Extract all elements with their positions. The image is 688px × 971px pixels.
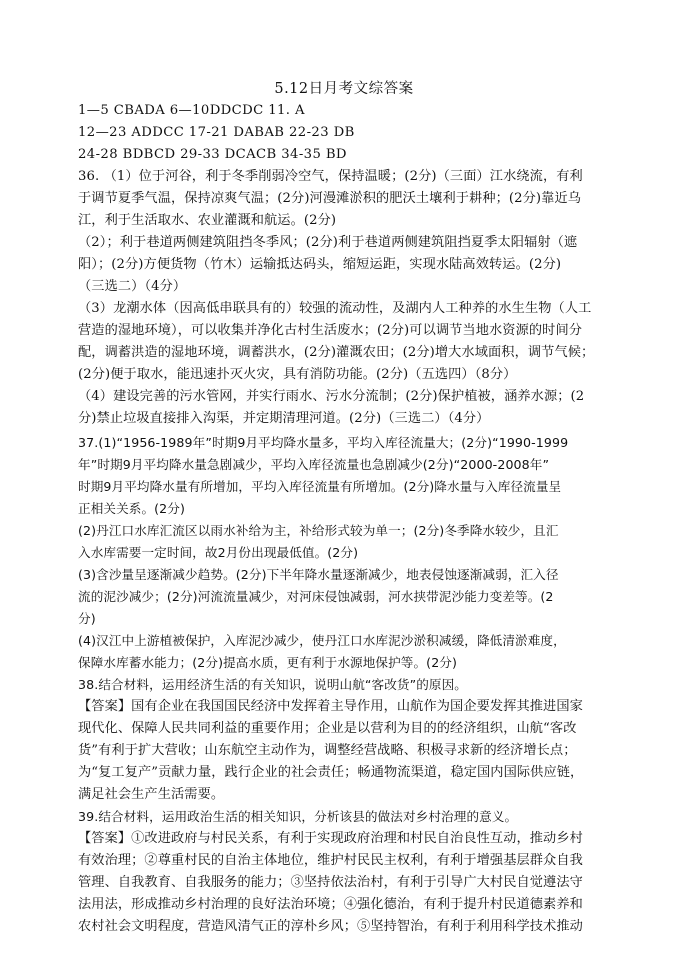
text-line: 【答案】国有企业在我国国民经济中发挥着主导作用，山航作为国企要发挥其推进国家 (78, 699, 583, 714)
text-line: 法用法，形成推动乡村治理的良好法治环境；④强化德治，有利于提升村民道德素养和 (78, 897, 583, 912)
text-line: (2)丹江口水库汇流区以雨水补给为主，补给形式较为单一；(2分)冬季降水较少，且汇 (78, 523, 559, 538)
text-line: 管理、自我教育、自我服务的能力；③坚持依法治村，有利于引导广大村民自觉遵法守 (78, 875, 583, 890)
text-line: 【答案】①改进政府与村民关系，有利于实现政府治理和村民自治良性互动，推动乡村 (78, 831, 583, 846)
text-line: （3）龙潮水体（因高低串联具有的）较强的流动性，及湖内人工种养的水生生物（人工 (78, 301, 592, 316)
text-line: 有效治理；②尊重村民的自治主体地位，维护村民民主权利，有利于增强基层群众自我 (78, 853, 583, 868)
page-title: 5.12日月考文综答案 (274, 81, 414, 97)
text-line: （2）；利于巷道两侧建筑阻挡冬季风；(2分)利于巷道两侧建筑阻挡夏季太阳辐射（遮 (78, 235, 578, 250)
answer-key-line-3: 24-28 BDBCD 29-33 DCACB 34-35 BD (78, 147, 347, 162)
text-line: 农村社会文明程度，营造风清气正的淳朴乡风；⑤坚持智治，有利于利用科学技术推动 (78, 919, 583, 934)
text-line: 满足社会生产生活需要。 (78, 787, 225, 802)
text-line: 现代化、保障人民共同利益的重要作用；企业是以营利为目的的经济组织，山航“客改 (78, 721, 577, 736)
text-line: 时期9月平均降水量有所增加，平均入库径流量有所增加。(2分)降水量与入库径流量呈 (78, 479, 562, 494)
text-line: 保障水库蓄水能力；(2分)提高水质，更有利于水源地保护等。(2分) (78, 655, 458, 670)
text-line: 营造的湿地环境），可以收集并净化古村生活废水；(2分)可以调节当地水资源的时间分 (78, 323, 583, 338)
text-line: （三选二）（4分） (78, 279, 187, 294)
text-line: 流的泥沙减少；(2分)河流流量减少，对河床侵蚀减弱，河水挟带泥沙能力变差等。(2 (78, 589, 554, 604)
text-line: 入水库需要一定时间，故2月份出现最低值。(2分) (78, 545, 359, 560)
text-line: 37.(1)“1956-1989年”时期9月平均降水量多，平均入库径流量大；(2分)“1990-1999 (78, 435, 569, 450)
text-line: (3)含沙量呈逐渐减少趋势。(2分)下半年降水量逐渐减少，地表侵蚀逐渐减弱，汇入径 (78, 567, 559, 582)
text-line: 配，调蓄洪造的湿地环境，调蓄洪水，(2分)灌溉农田；(2分)增大水域面积，调节气候； (78, 345, 595, 360)
text-line: （4）建设完善的污水管网，并实行雨水、污水分流制；(2分)保护植被，涵养水源；(2 (78, 389, 585, 404)
question-39: 39.结合材料，运用政治生活的相关知识，分析该县的做法对乡村治理的意义。 (78, 809, 518, 824)
text-line: (4)汉江中上游植被保护，入库泥沙减少，使丹江口水库泥沙淤积减缓，降低清淤难度， (78, 633, 566, 648)
question-38: 38.结合材料，运用经济生活的有关知识，说明山航“客改货”的原因。 (78, 677, 468, 692)
text-line: 江，利于生活取水、农业灌溉和航运。(2分) (78, 213, 337, 228)
text-line: 阳）；(2分)方便货物（竹木）运输抵达码头，缩短运距，实现水陆高效转运。(2分) (78, 257, 562, 272)
text-line: 36. （1）位于河谷，利于冬季削弱冷空气，保持温暖；(2分)（三面）江水绕流，有利 (78, 169, 583, 184)
text-line: 分)禁止垃圾直接排入沟渠，并定期清理河道。(2分)（三选二）（4分） (78, 411, 490, 426)
answer-key-line-1: 1—5 CBADA 6—10DDCDC 11. A (78, 103, 305, 118)
text-line: 分) (78, 611, 96, 626)
text-line: 于调节夏季气温，保持凉爽气温；(2分)河漫滩淤积的肥沃土壤利于耕种；(2分)靠近乌 (78, 191, 582, 206)
text-line: 为“复工复产”贡献力量，践行企业的社会责任；畅通物流渠道，稳定国内国际供应链， (78, 765, 584, 780)
answer-key-line-2: 12—23 ADDCC 17-21 DABAB 22-23 DB (78, 125, 355, 140)
text-line: (2分)便于取水，能迅速扑灭火灾，具有消防功能。(2分)（五选四）（8分） (78, 367, 517, 382)
text-line: 年”时期9月平均降水量急剧减少，平均入库径流量也急剧减少(2分)“2000-2008年” (78, 457, 550, 472)
text-line: 货”有利于扩大营收；山东航空主动作为，调整经营战略、积极寻求新的经济增长点； (78, 743, 577, 758)
text-line: 正相关关系。(2分) (78, 501, 185, 516)
